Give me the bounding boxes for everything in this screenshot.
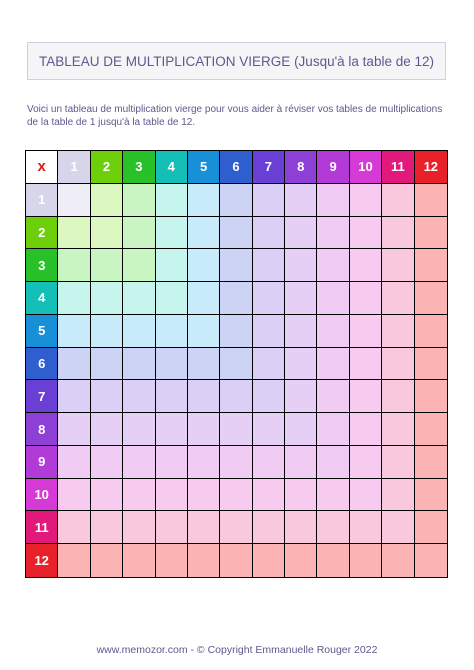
table-cell (350, 348, 382, 381)
row-header-8: 8 (26, 413, 58, 446)
table-cell (285, 380, 317, 413)
table-cell (188, 479, 220, 512)
table-cell (220, 315, 252, 348)
corner-x-label: x (26, 151, 58, 184)
table-cell (285, 315, 317, 348)
table-cell (350, 446, 382, 479)
table-cell (91, 479, 123, 512)
table-cell (58, 446, 90, 479)
table-cell (123, 479, 155, 512)
table-cell (123, 217, 155, 250)
table-cell (350, 217, 382, 250)
table-cell (188, 544, 220, 577)
table-cell (317, 184, 349, 217)
table-cell (188, 249, 220, 282)
table-cell (350, 184, 382, 217)
table-cell (253, 315, 285, 348)
table-cell (91, 511, 123, 544)
table-cell (123, 544, 155, 577)
table-cell (156, 249, 188, 282)
table-cell (285, 348, 317, 381)
table-cell (220, 544, 252, 577)
row-header-4: 4 (26, 282, 58, 315)
table-cell (415, 282, 447, 315)
table-cell (58, 380, 90, 413)
table-cell (188, 184, 220, 217)
table-cell (253, 217, 285, 250)
table-cell (156, 413, 188, 446)
table-cell (220, 184, 252, 217)
column-header-11: 11 (382, 151, 414, 184)
table-cell (123, 511, 155, 544)
row-header-2: 2 (26, 217, 58, 250)
table-cell (415, 348, 447, 381)
row-header-3: 3 (26, 249, 58, 282)
column-header-2: 2 (91, 151, 123, 184)
table-cell (382, 446, 414, 479)
table-cell (382, 348, 414, 381)
table-cell (382, 479, 414, 512)
column-header-1: 1 (58, 151, 90, 184)
table-cell (156, 217, 188, 250)
table-cell (253, 348, 285, 381)
table-cell (58, 184, 90, 217)
table-cell (156, 544, 188, 577)
table-cell (382, 544, 414, 577)
table-cell (123, 446, 155, 479)
column-header-8: 8 (285, 151, 317, 184)
table-cell (91, 348, 123, 381)
column-header-7: 7 (253, 151, 285, 184)
intro-line-2: de la table de 1 jusqu'à la table de 12. (27, 117, 196, 128)
table-cell (91, 446, 123, 479)
row-header-5: 5 (26, 315, 58, 348)
table-cell (317, 249, 349, 282)
table-cell (156, 315, 188, 348)
table-cell (156, 282, 188, 315)
table-cell (253, 544, 285, 577)
row-header-6: 6 (26, 348, 58, 381)
table-cell (58, 348, 90, 381)
table-cell (382, 282, 414, 315)
table-cell (253, 184, 285, 217)
table-cell (285, 511, 317, 544)
table-cell (58, 315, 90, 348)
table-cell (220, 249, 252, 282)
table-cell (415, 249, 447, 282)
table-cell (350, 315, 382, 348)
table-cell (317, 217, 349, 250)
table-cell (415, 184, 447, 217)
column-header-9: 9 (317, 151, 349, 184)
table-cell (317, 282, 349, 315)
table-cell (415, 479, 447, 512)
table-cell (415, 380, 447, 413)
table-cell (220, 479, 252, 512)
row-header-11: 11 (26, 511, 58, 544)
table-cell (220, 282, 252, 315)
table-cell (285, 544, 317, 577)
table-cell (220, 217, 252, 250)
table-cell (91, 413, 123, 446)
column-header-3: 3 (123, 151, 155, 184)
table-cell (58, 413, 90, 446)
table-cell (123, 315, 155, 348)
table-cell (91, 282, 123, 315)
column-header-5: 5 (188, 151, 220, 184)
table-cell (123, 413, 155, 446)
intro-text (27, 103, 451, 129)
column-header-10: 10 (350, 151, 382, 184)
table-cell (123, 380, 155, 413)
table-cell (415, 217, 447, 250)
row-header-1: 1 (26, 184, 58, 217)
table-cell (188, 315, 220, 348)
table-cell (382, 184, 414, 217)
table-cell (382, 217, 414, 250)
table-cell (382, 413, 414, 446)
column-header-6: 6 (220, 151, 252, 184)
table-cell (350, 511, 382, 544)
table-cell (317, 479, 349, 512)
table-cell (156, 446, 188, 479)
table-cell (188, 282, 220, 315)
table-cell (58, 282, 90, 315)
table-cell (156, 511, 188, 544)
table-cell (317, 380, 349, 413)
table-cell (58, 249, 90, 282)
table-cell (58, 511, 90, 544)
table-cell (350, 249, 382, 282)
table-cell (350, 544, 382, 577)
table-cell (253, 282, 285, 315)
row-header-7: 7 (26, 380, 58, 413)
table-cell (415, 413, 447, 446)
table-cell (253, 249, 285, 282)
table-cell (156, 184, 188, 217)
table-cell (382, 380, 414, 413)
table-cell (317, 544, 349, 577)
table-cell (188, 413, 220, 446)
table-cell (91, 315, 123, 348)
table-cell (220, 511, 252, 544)
row-header-10: 10 (26, 479, 58, 512)
intro-line-1: Voici un tableau de multiplication vierge pour vous aider à réviser vos tables de multiplications (27, 104, 443, 115)
table-cell (156, 380, 188, 413)
table-cell (253, 511, 285, 544)
table-cell (415, 446, 447, 479)
table-cell (188, 380, 220, 413)
table-cell (350, 479, 382, 512)
table-cell (317, 446, 349, 479)
row-header-9: 9 (26, 446, 58, 479)
page-title (27, 42, 446, 80)
table-cell (91, 217, 123, 250)
table-cell (91, 544, 123, 577)
table-cell (253, 446, 285, 479)
table-cell (317, 348, 349, 381)
table-cell (156, 479, 188, 512)
table-cell (415, 544, 447, 577)
table-cell (58, 479, 90, 512)
table-cell (382, 511, 414, 544)
row-header-12: 12 (26, 544, 58, 577)
table-cell (350, 282, 382, 315)
table-cell (285, 413, 317, 446)
table-cell (220, 413, 252, 446)
table-cell (91, 184, 123, 217)
column-header-12: 12 (415, 151, 447, 184)
table-cell (285, 184, 317, 217)
table-cell (285, 249, 317, 282)
table-cell (253, 479, 285, 512)
page-title-text: TABLEAU DE MULTIPLICATION VIERGE (Jusqu'à la table de 12) (39, 53, 434, 69)
table-cell (156, 348, 188, 381)
table-cell (382, 249, 414, 282)
table-cell (123, 348, 155, 381)
table-cell (285, 446, 317, 479)
table-cell (253, 413, 285, 446)
table-cell (220, 446, 252, 479)
column-header-4: 4 (156, 151, 188, 184)
footer-copyright: www.memozor.com - © Copyright Emmanuelle Rouger 2022 (96, 644, 378, 656)
multiplication-table (25, 150, 448, 578)
table-cell (317, 315, 349, 348)
table-cell (123, 184, 155, 217)
table-cell (58, 217, 90, 250)
table-cell (382, 315, 414, 348)
table-cell (415, 315, 447, 348)
table-cell (285, 282, 317, 315)
table-cell (220, 380, 252, 413)
table-cell (350, 413, 382, 446)
table-cell (317, 511, 349, 544)
table-cell (123, 282, 155, 315)
table-cell (188, 446, 220, 479)
table-cell (285, 217, 317, 250)
table-cell (91, 380, 123, 413)
table-cell (253, 380, 285, 413)
table-cell (58, 544, 90, 577)
table-cell (220, 348, 252, 381)
table-cell (188, 217, 220, 250)
table-cell (350, 380, 382, 413)
table-cell (91, 249, 123, 282)
table-cell (317, 413, 349, 446)
table-cell (188, 511, 220, 544)
table-cell (123, 249, 155, 282)
table-cell (188, 348, 220, 381)
table-cell (415, 511, 447, 544)
table-cell (285, 479, 317, 512)
